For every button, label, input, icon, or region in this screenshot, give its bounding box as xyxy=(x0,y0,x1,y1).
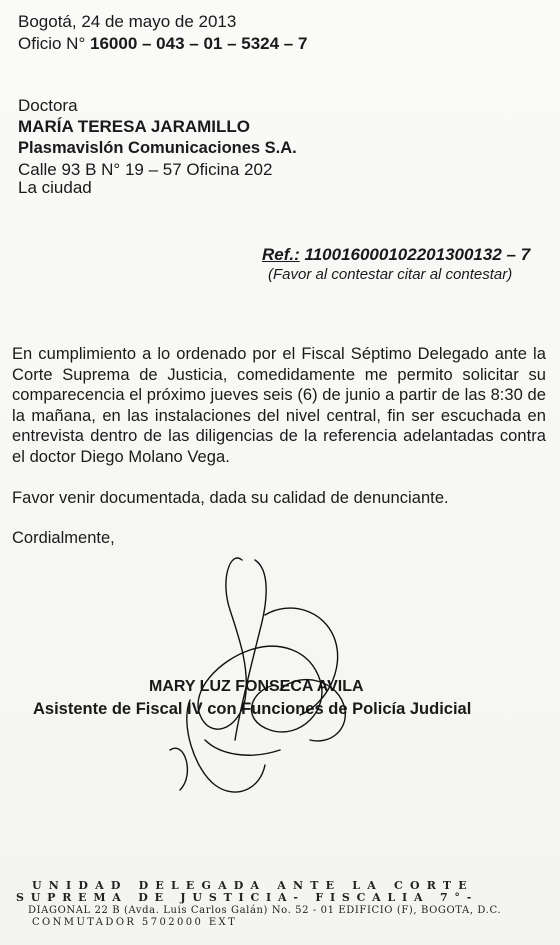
closing-salutation: Cordialmente, xyxy=(12,529,115,547)
recipient-company: Plasmavislón Comunicaciones S.A. xyxy=(18,139,297,157)
letter-date: Bogotá, 24 de mayo de 2013 xyxy=(18,12,237,31)
body-paragraph-1: En cumplimiento a lo ordenado por el Fiscal Séptimo Delegado ante la Corte Suprema de Justicia, comedidamente me permito solicitar su comparecencia el próximo jueves seis (6) de junio a partir de las 8:30 de la mañana, en las instalaciones del nivel central, fin ser escuchada en entrevista dentro de las diligencias de la referencia adelantadas contra el doctor Diego Molano Vega. xyxy=(12,345,546,466)
signatory-name: MARY LUZ FONSECA AVILA xyxy=(149,678,364,695)
handwritten-signature xyxy=(150,540,370,810)
reference-line xyxy=(262,245,530,265)
recipient-name: MARÍA TERESA JARAMILLO xyxy=(18,117,251,136)
oficio-line xyxy=(18,34,307,54)
recipient-address: Calle 93 B N° 19 – 57 Oficina 202 xyxy=(18,160,273,179)
body-paragraph-2: Favor venir documentada, dada su calidad de denunciante. xyxy=(12,489,449,507)
footer-line-2: SUPREMA DE JUSTICIA- FISCALIA 7°- xyxy=(16,891,479,904)
signatory-title: Asistente de Fiscal IV con Funciones de Policía Judicial xyxy=(33,700,472,718)
footer-line-1: UNIDAD DELEGADA ANTE LA CORTE xyxy=(32,879,474,892)
footer-line-3: DIAGONAL 22 B (Avda. Luis Carlos Galán) No. 52 - 01 EDIFICIO (F), BOGOTA, D.C. xyxy=(28,905,502,916)
reference-note: (Favor al contestar citar al contestar) xyxy=(268,266,513,283)
footer-line-4: CONMUTADOR 5702000 EXT xyxy=(32,917,238,925)
recipient-city: La ciudad xyxy=(18,178,92,197)
oficio-label: Oficio N° xyxy=(18,34,86,53)
reference-label: Ref.: xyxy=(262,245,300,264)
recipient-title: Doctora xyxy=(18,96,78,115)
reference-number: 110016000102201300132 – 7 xyxy=(304,245,531,264)
letter-footer xyxy=(0,875,560,945)
oficio-number: 16000 – 043 – 01 – 5324 – 7 xyxy=(90,34,308,53)
